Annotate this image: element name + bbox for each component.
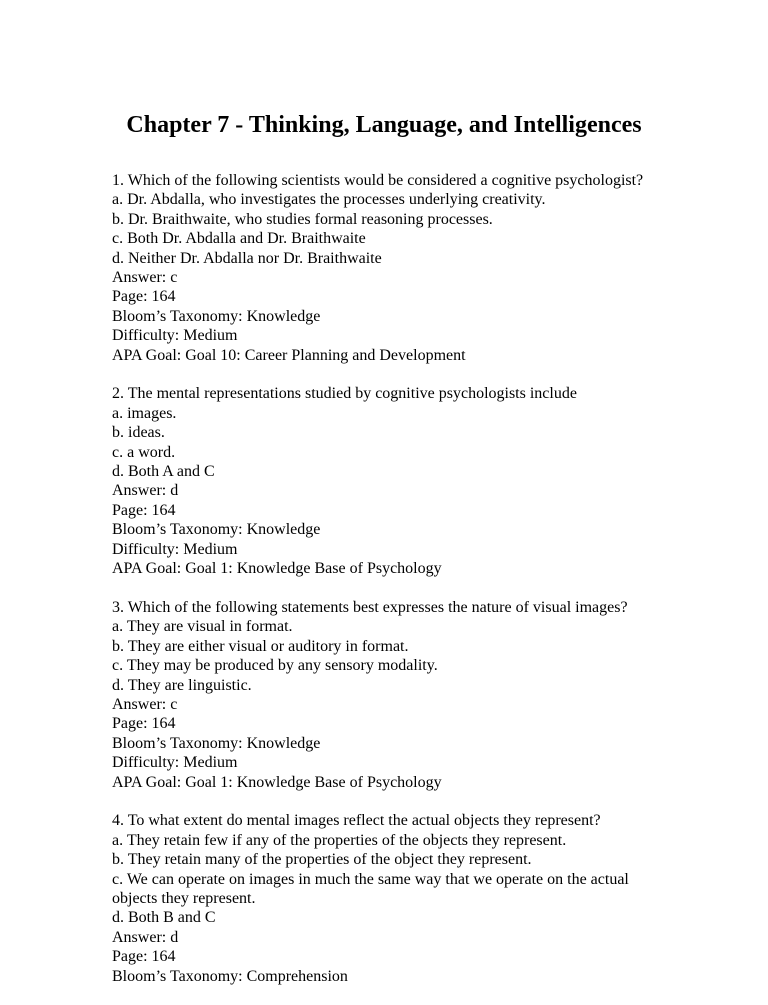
- question-line: Page: 164: [112, 501, 176, 519]
- question-line: APA Goal: Goal 1: Knowledge Base of Psychology: [112, 773, 442, 791]
- question-text: 3. Which of the following statements best expresses the nature of visual images?: [112, 598, 628, 616]
- question-line: Answer: c: [112, 695, 178, 713]
- question-block: [112, 598, 672, 792]
- question-line: Difficulty: Medium: [112, 327, 238, 345]
- question-line: d. Both A and C: [112, 463, 215, 481]
- question-line: b. They retain many of the properties of the object they represent.: [112, 851, 532, 869]
- question-line: Bloom’s Taxonomy: Comprehension: [112, 967, 348, 985]
- question-text: 2. The mental representations studied by cognitive psychologists include: [112, 385, 577, 403]
- question-line: a. They retain few if any of the properties of the objects they represent.: [112, 831, 567, 849]
- question-list: [112, 171, 672, 1005]
- document-title: Chapter 7 - Thinking, Language, and Intelligences: [126, 112, 642, 138]
- question-line: b. They are either visual or auditory in format.: [112, 637, 409, 655]
- question-line: Bloom’s Taxonomy: Knowledge: [112, 307, 321, 325]
- question-text: 4. To what extent do mental images reflect the actual objects they represent?: [112, 812, 601, 830]
- question-line: Answer: c: [112, 269, 178, 287]
- question-block: [112, 171, 672, 365]
- question-line: b. Dr. Braithwaite, who studies formal reasoning processes.: [112, 210, 493, 228]
- question-line: a. images.: [112, 404, 177, 422]
- question-line: c. Both Dr. Abdalla and Dr. Braithwaite: [112, 230, 366, 248]
- question-line: Difficulty: Medium: [112, 754, 238, 772]
- question-line: c. They may be produced by any sensory modality.: [112, 657, 438, 675]
- question-line: a. Dr. Abdalla, who investigates the processes underlying creativity.: [112, 191, 546, 209]
- question-block: [112, 384, 672, 578]
- question-line: Answer: d: [112, 928, 179, 946]
- question-line: APA Goal: Goal 10: Career Planning and Development: [112, 346, 466, 364]
- question-block: [112, 811, 672, 986]
- question-line: Page: 164: [112, 715, 176, 733]
- question-line: d. Both B and C: [112, 909, 216, 927]
- question-line: Answer: d: [112, 482, 179, 500]
- question-line: b. ideas.: [112, 424, 165, 442]
- question-line: c. We can operate on images in much the same way that we operate on the actual objects they represent.: [112, 870, 629, 907]
- question-text: 1. Which of the following scientists would be considered a cognitive psychologist?: [112, 172, 644, 189]
- question-line: Bloom’s Taxonomy: Knowledge: [112, 521, 321, 539]
- question-line: c. a word.: [112, 443, 176, 461]
- question-line: Difficulty: Medium: [112, 540, 238, 558]
- question-line: Page: 164: [112, 288, 176, 306]
- question-line: Page: 164: [112, 948, 176, 966]
- question-line: APA Goal: Goal 1: Knowledge Base of Psychology: [112, 560, 442, 578]
- question-line: d. They are linguistic.: [112, 676, 252, 694]
- question-line: d. Neither Dr. Abdalla nor Dr. Braithwaite: [112, 249, 382, 267]
- question-line: a. They are visual in format.: [112, 618, 293, 636]
- question-line: Bloom’s Taxonomy: Knowledge: [112, 734, 321, 752]
